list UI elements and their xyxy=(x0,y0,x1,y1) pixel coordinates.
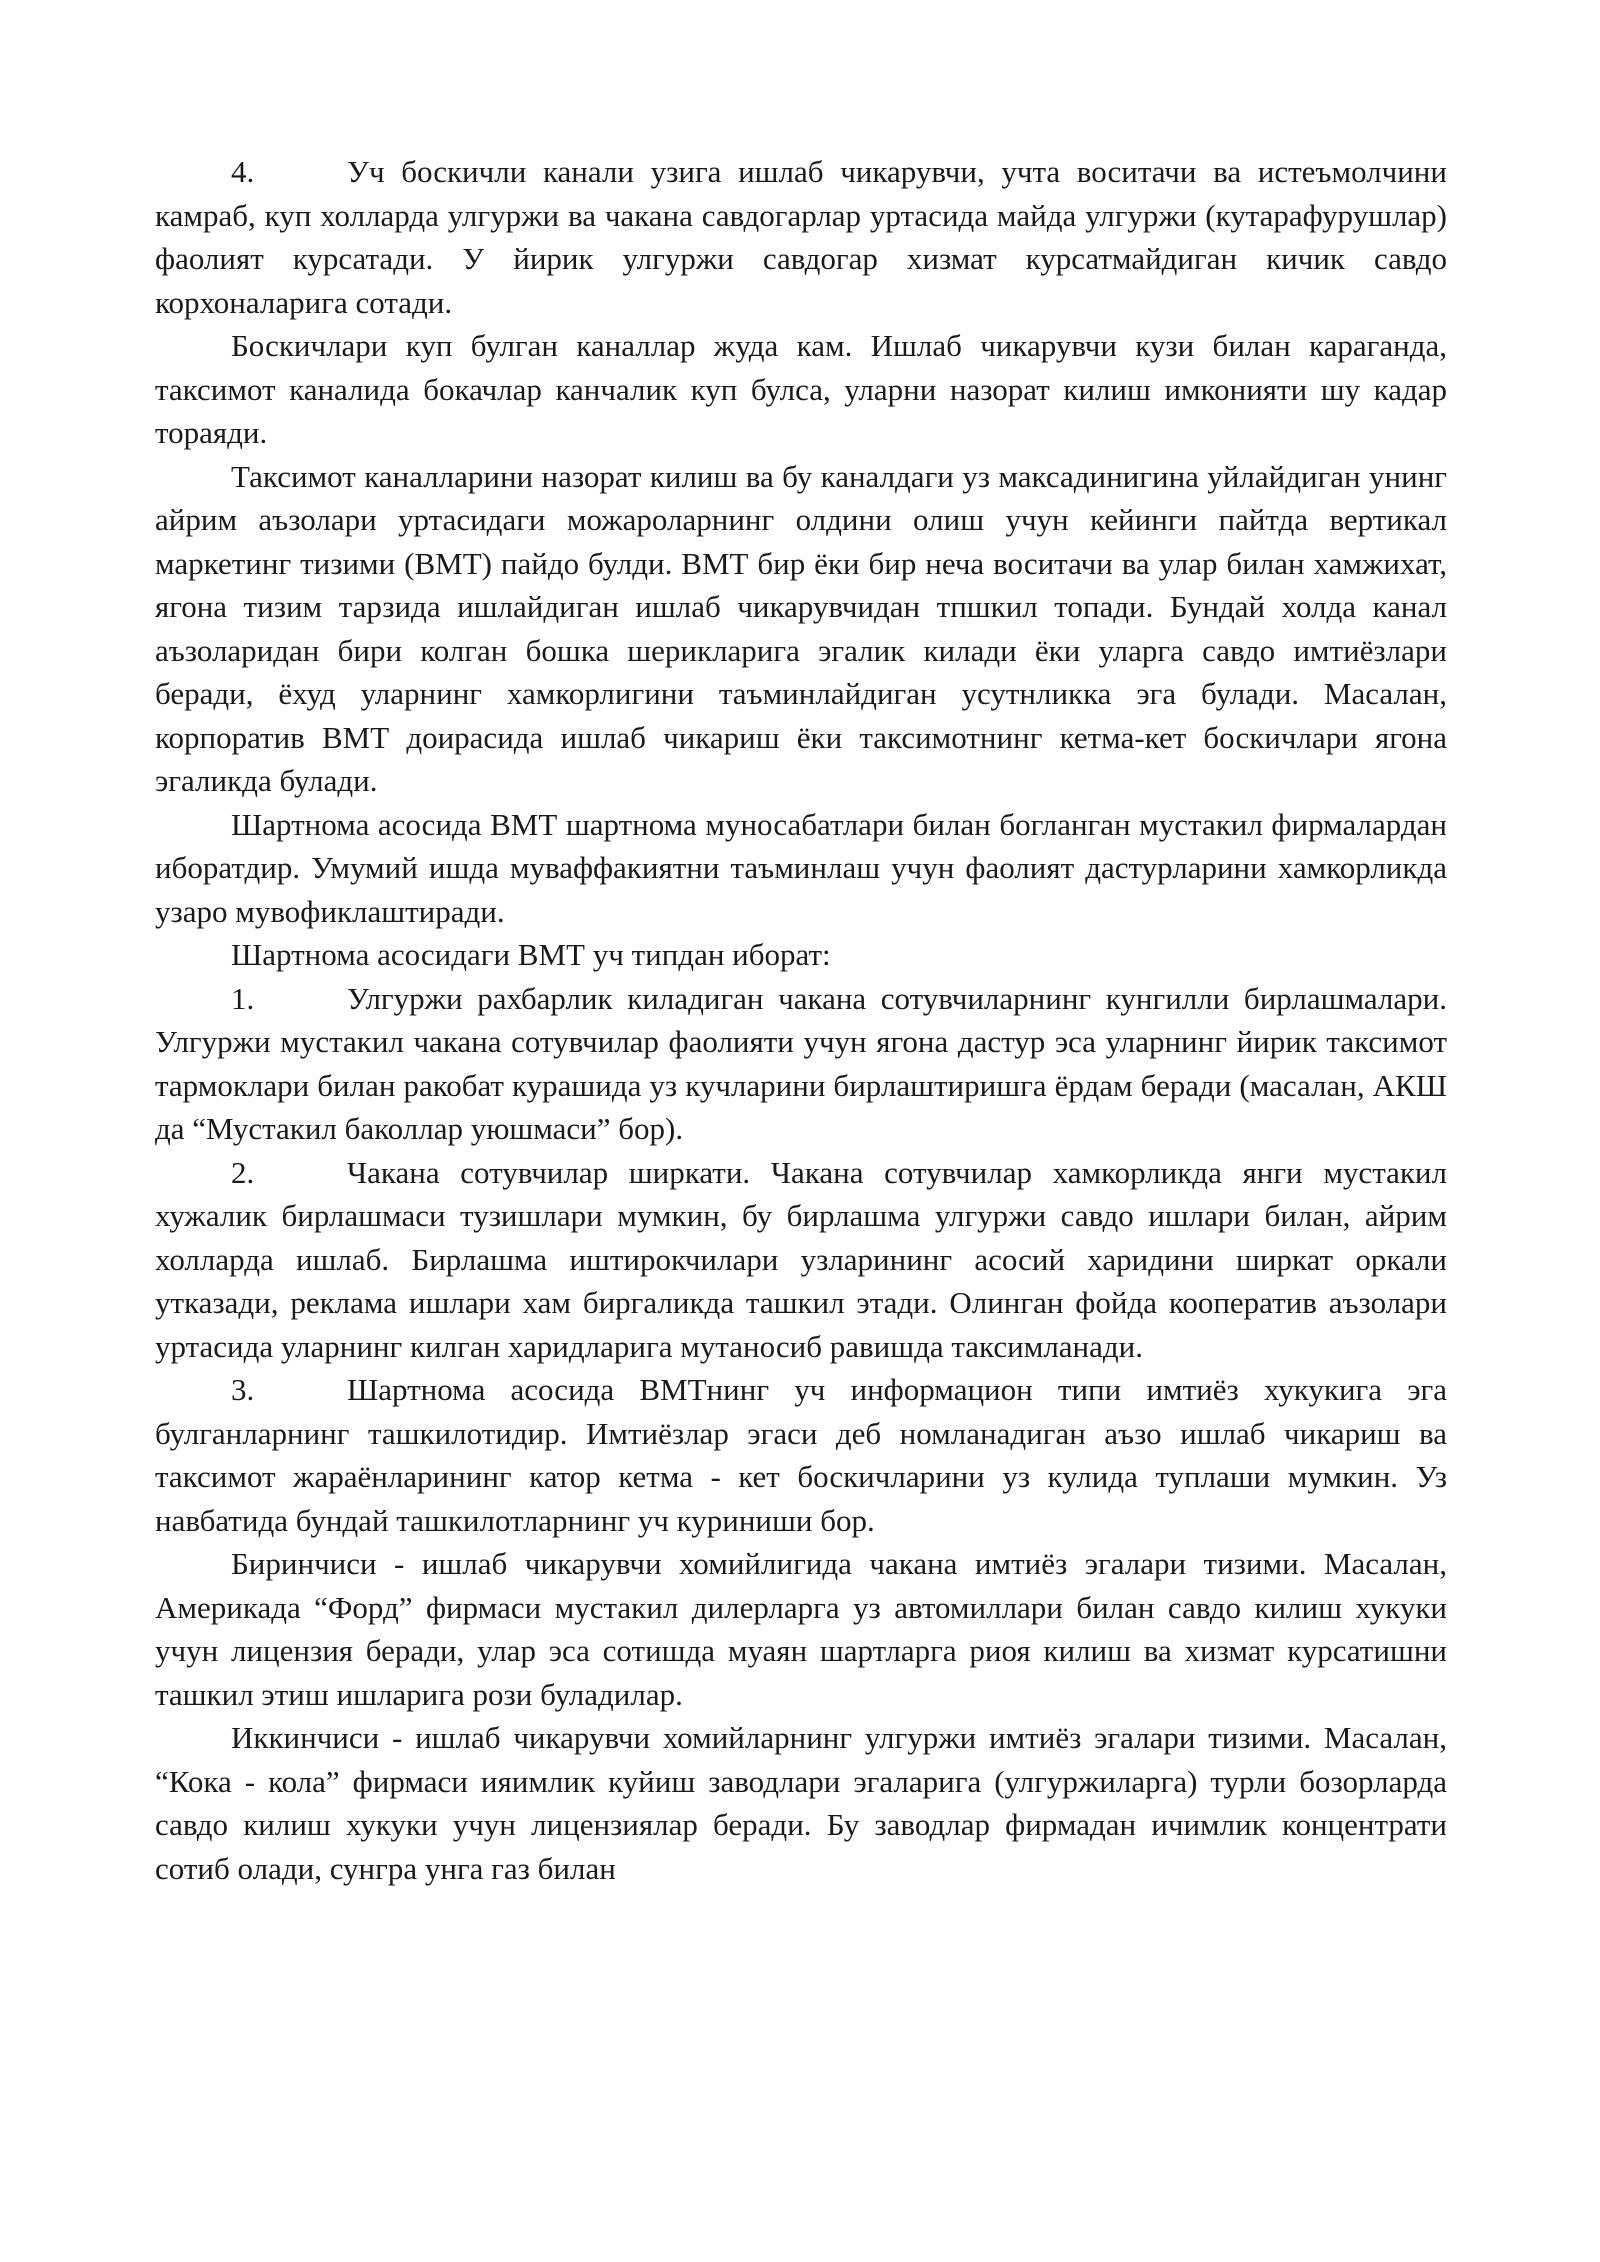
paragraph-item-2 xyxy=(155,1151,1447,1369)
paragraph-text: Шартнома асосида ВМТ шартнома муносабатлари билан богланган мустакил фирмалардан иборатдир. Умумий ишда муваффакиятни таъминлаш учун фаолият дастурларини хамкорликда узаро мувофиклаштиради. xyxy=(155,806,1447,929)
paragraph xyxy=(155,1716,1447,1890)
list-number: 3. xyxy=(231,1372,255,1407)
paragraph xyxy=(155,1542,1447,1716)
list-number: 1. xyxy=(231,980,255,1016)
document-page xyxy=(155,150,1447,1890)
paragraph-text: Улгуржи рахбарлик киладиган чакана сотувчиларнинг кунгилли бирлашмалари. Улгуржи мустакил чакана сотувчилар фаолияти учун ягона дастур эса уларнинг йирик таксимот тармоклари билан ракобат курашида уз кучларини бирлаштиришга ёрдам беради (масалан, АКШ да “Мустакил баколлар уюшмаси” бор). xyxy=(155,980,1447,1146)
paragraph-text: Шартнома асосида ВМТнинг уч информацион типи имтиёз хукукига эга булганларнинг ташкилотидир. Имтиёзлар эгаси деб номланадиган аъзо ишлаб чикариш ва таксимот жараёнларининг катор кетма - кет боскичларини уз кулида туплаши мумкин. Уз навбатида бундай ташкилотларнинг уч куриниши бор. xyxy=(155,1372,1447,1538)
list-number: 4. xyxy=(231,154,255,189)
paragraph-item-1 xyxy=(155,977,1447,1151)
paragraph xyxy=(155,324,1447,455)
list-number: 2. xyxy=(231,1154,255,1190)
paragraph xyxy=(155,455,1447,803)
paragraph-text: Таксимот каналларини назорат килиш ва бу каналдаги уз максадинигина уйлайдиган унинг айрим аъзолари уртасидаги можароларнинг олдини олиш учун кейинги пайтда вертикал маркетинг тизими (ВМТ) пайдо булди. ВМТ бир ёки бир неча воситачи ва улар билан хамжихат, ягона тизим тарзида ишлайдиган ишлаб чикарувчидан тпшкил топади. Бундай холда канал аъзоларидан бири колган бошка шерикларига эгалик килади ёки уларга савдо имтиёзлари беради, ёхуд уларнинг хамкорлигини таъминлайдиган усутнликка эга булади. Масалан, корпоратив ВМТ доирасида ишлаб чикариш ёки таксимотнинг кетма-кет боскичлари ягона эгаликда булади. xyxy=(155,458,1447,798)
paragraph xyxy=(155,803,1447,934)
paragraph-text: Чакана сотувчилар ширкати. Чакана сотувчилар хамкорликда янги мустакил хужалик бирлашмаси тузишлари мумкин, бу бирлашма улгуржи савдо ишлари билан, айрим холларда ишлаб. Бирлашма иштирокчилари узларининг асосий харидини ширкат оркали утказади, реклама ишлари хам биргаликда ташкил этади. Олинган фойда кооператив аъзолари уртасида уларнинг килган харидларига мутаносиб равишда таксимланади. xyxy=(155,1154,1447,1364)
paragraph-text: Биринчиси - ишлаб чикарувчи хомийлигида чакана имтиёз эгалари тизими. Масалан, Америкада “Форд” фирмаси мустакил дилерларга уз автомиллари билан савдо килиш хукуки учун лицензия беради, улар эса сотишда муаян шартларга риоя килиш ва хизмат курсатишни ташкил этиш ишларига рози буладилар. xyxy=(155,1546,1447,1712)
paragraph-item-3 xyxy=(155,1368,1447,1542)
paragraph-text: Боскичлари куп булган каналлар жуда кам. Ишлаб чикарувчи кузи билан караганда, таксимот каналида бокачлар канчалик куп булса, уларни назорат килиш имконияти шу кадар тораяди. xyxy=(155,328,1447,450)
paragraph-text: Уч боскичли канали узига ишлаб чикарувчи, учта воситачи ва истеъмолчини камраб, куп холларда улгуржи ва чакана савдогарлар уртасида майда улгуржи (кутарафурушлар) фаолият курсатади. У йирик улгуржи савдогар хизмат курсатмайдиган кичик савдо корхоналарига сотади. xyxy=(155,154,1447,320)
paragraph-text: Шартнома асосидаги ВМТ уч типдан иборат: xyxy=(231,937,831,972)
paragraph-text: Иккинчиси - ишлаб чикарувчи хомийларнинг улгуржи имтиёз эгалари тизими. Масалан, “Кока - кола” фирмаси ияимлик куйиш заводлари эгаларига (улгуржиларга) турли бозорларда савдо килиш хукуки учун лицензиялар беради. Бу заводлар фирмадан ичимлик концентрати сотиб олади, сунгра унга газ билан xyxy=(155,1720,1447,1886)
paragraph-item-4 xyxy=(155,150,1447,324)
paragraph xyxy=(155,933,1447,977)
